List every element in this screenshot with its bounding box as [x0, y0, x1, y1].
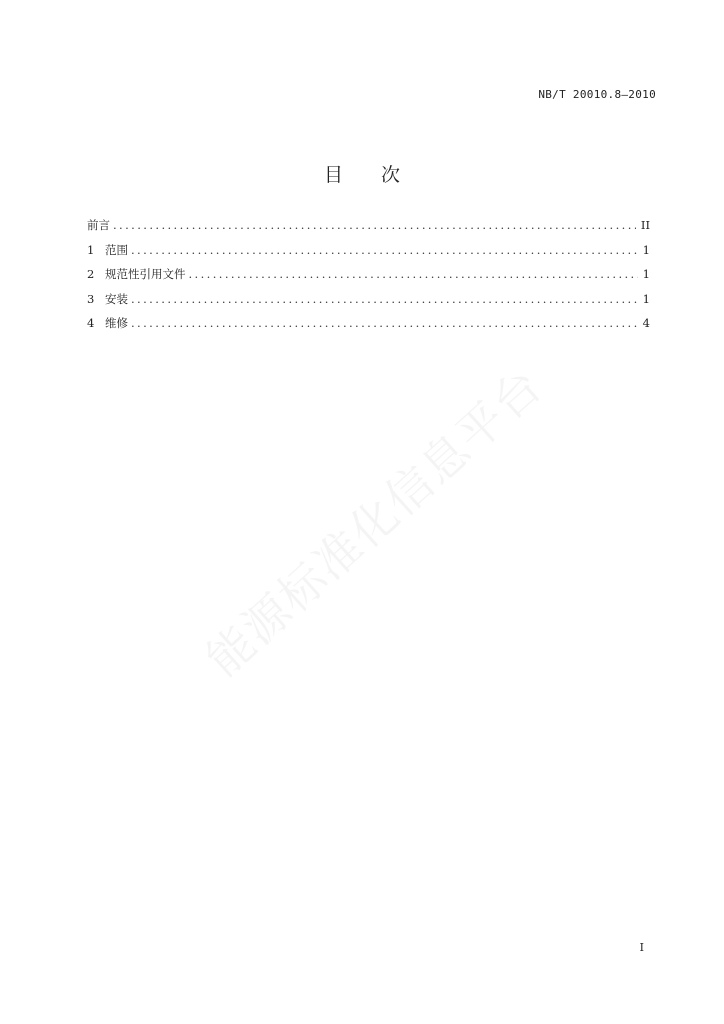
document-code: NB/T 20010.8—2010 — [538, 88, 656, 101]
toc-entry-foreword[interactable] — [87, 217, 650, 242]
title-char-2: 次 — [381, 164, 401, 186]
toc-leader-dots — [131, 243, 638, 257]
toc-entry-label: 范围 — [105, 242, 128, 257]
toc-entry-number: 1 — [87, 242, 95, 257]
toc-entry-page: II — [640, 218, 650, 232]
toc-entry-page: 4 — [642, 316, 650, 330]
toc-entry-label: 维修 — [105, 316, 128, 330]
toc-entry-label: 前言 — [87, 218, 110, 232]
page-title — [0, 160, 724, 187]
toc-leader-dots — [131, 292, 638, 306]
toc-entry-installation[interactable] — [87, 291, 650, 316]
toc-entry-number: 3 — [87, 291, 95, 306]
toc-entry-normative-references[interactable] — [87, 266, 650, 291]
toc-entry-label: 安装 — [105, 291, 128, 306]
page-number: I — [639, 941, 644, 954]
watermark — [190, 351, 555, 689]
toc-entry-page: 1 — [642, 267, 650, 281]
toc-leader-dots — [131, 316, 638, 330]
table-of-contents — [87, 217, 650, 340]
toc-entry-number: 4 — [87, 316, 95, 330]
toc-leader-dots — [189, 267, 638, 281]
toc-entry-page: 1 — [642, 242, 650, 257]
toc-entry-number: 2 — [87, 267, 95, 281]
toc-entry-maintenance[interactable] — [87, 315, 650, 340]
toc-entry-page: 1 — [642, 291, 650, 306]
title-char-1: 目 — [323, 164, 343, 186]
toc-leader-dots — [113, 218, 636, 232]
toc-entry-label: 规范性引用文件 — [105, 267, 186, 281]
toc-entry-scope[interactable] — [87, 242, 650, 267]
